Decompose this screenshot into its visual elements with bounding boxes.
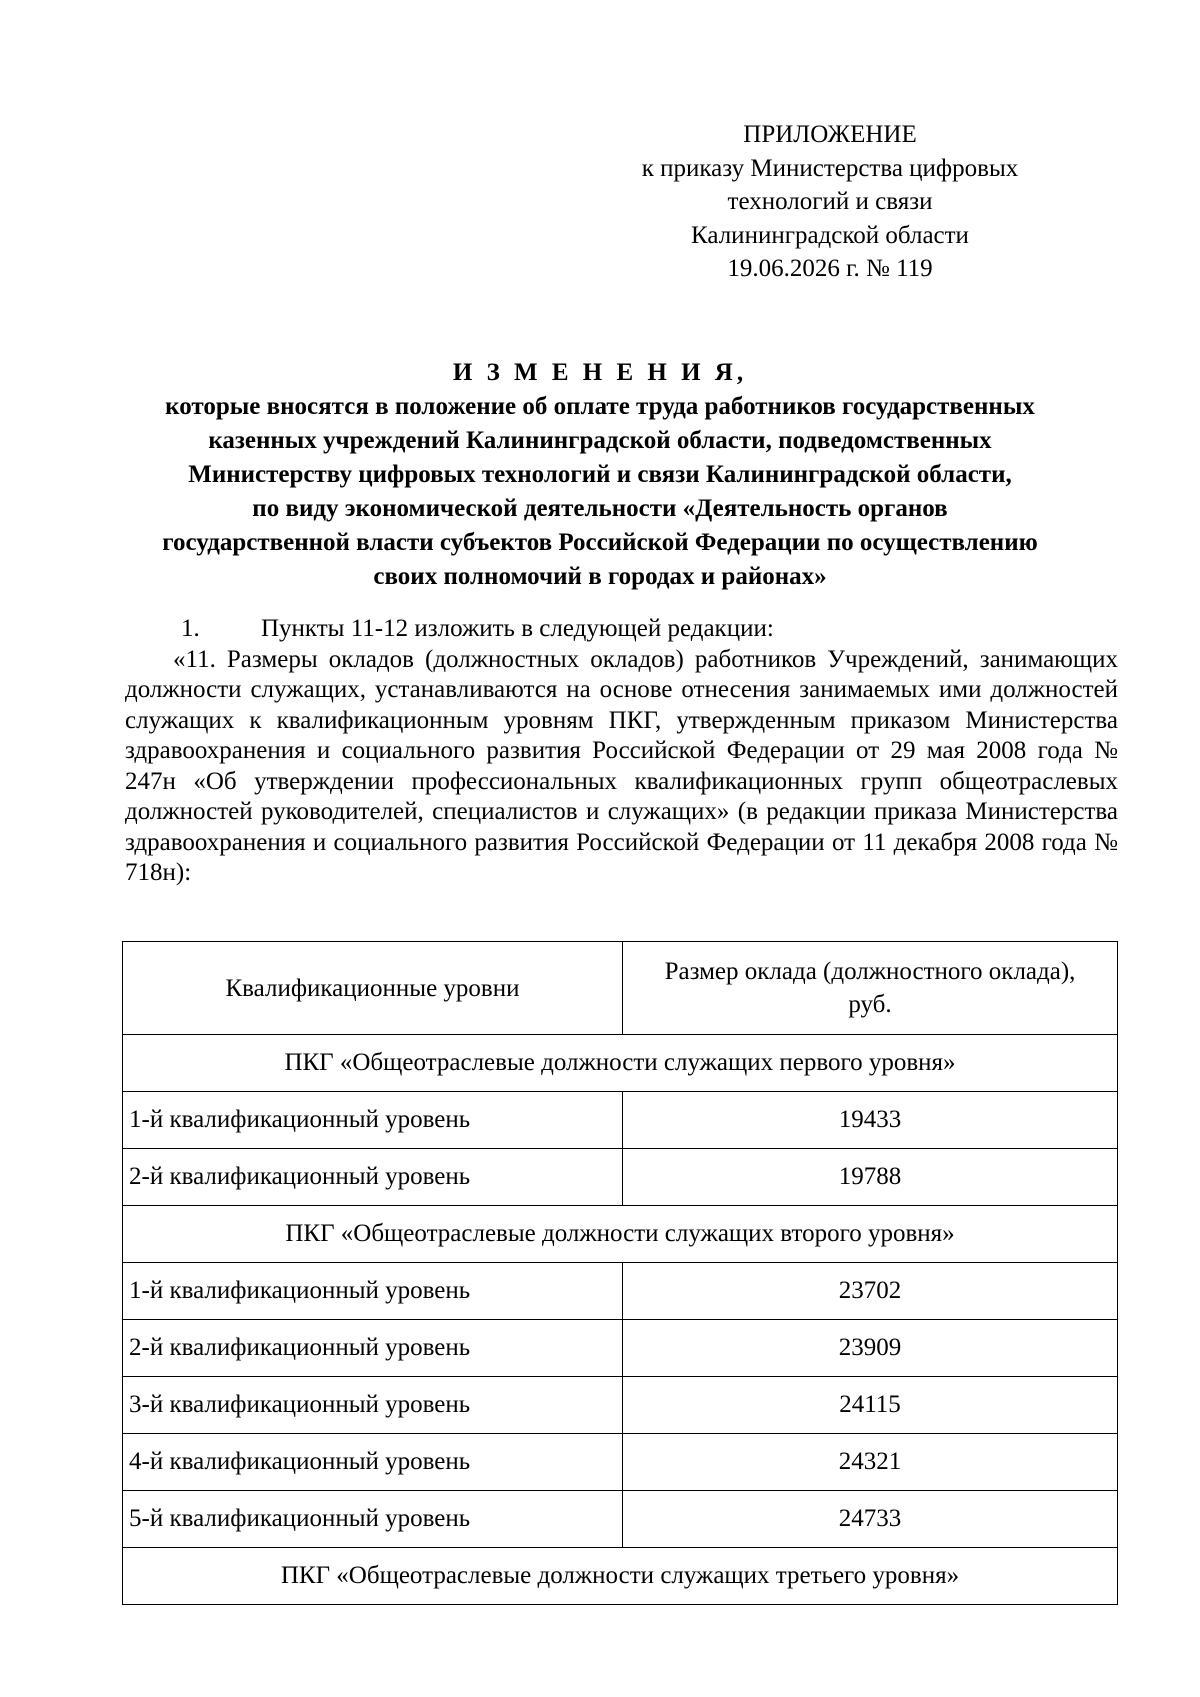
title-line: по виду экономической деятельности «Деятельность органов: [252, 495, 948, 522]
header-salary-line: Размер оклада (должностного оклада),: [664, 958, 1076, 985]
table-row: [123, 1149, 1118, 1206]
table-group-row: [123, 1206, 1118, 1263]
level-cell: 3-й квалификационный уровень: [123, 1377, 623, 1434]
body-text: [125, 614, 1118, 889]
level-cell: 1-й квалификационный уровень: [123, 1263, 623, 1320]
appendix-date-number: 19.06.2026 г. № 119: [727, 255, 933, 282]
appendix-line: технологий и связи: [727, 188, 933, 215]
title-line: Министерству цифровых технологий и связи Калининградской области,: [188, 461, 1012, 488]
table-row: [123, 1263, 1118, 1320]
table-row: [123, 1491, 1118, 1548]
appendix-block: [580, 118, 1080, 286]
amount-cell: 19433: [623, 1092, 1118, 1149]
amount-cell: 24321: [623, 1434, 1118, 1491]
appendix-line: к приказу Министерства цифровых: [641, 154, 1019, 182]
header-cell-salary: [623, 942, 1118, 1035]
header-salary-unit: руб.: [848, 991, 892, 1018]
table-row: [123, 1434, 1118, 1491]
table-group-row: [123, 1548, 1118, 1605]
item-number: 1.: [181, 615, 200, 642]
table-row: [123, 1377, 1118, 1434]
list-item: [125, 614, 1118, 645]
amount-cell: 24115: [623, 1377, 1118, 1434]
amount-cell: 23702: [623, 1263, 1118, 1320]
table-group-row: [123, 1035, 1118, 1092]
salary-table: [122, 941, 1118, 1605]
level-cell: 5-й квалификационный уровень: [123, 1491, 623, 1548]
table-row: [123, 1092, 1118, 1149]
level-cell: 2-й квалификационный уровень: [123, 1320, 623, 1377]
level-cell: 2-й квалификационный уровень: [123, 1149, 623, 1206]
header-cell-levels: Квалификационные уровни: [123, 942, 623, 1035]
title-line: которые вносятся в положение об оплате труда работников государственных: [165, 393, 1035, 420]
amount-cell: 24733: [623, 1491, 1118, 1548]
table-header-row: [123, 942, 1118, 1035]
paragraph: «11. Размеры окладов (должностных окладов) работников Учреждений, занимающих должности служащих, устанавливаются на основе отнесения занимаемых ими должностей служащих к квалификационным уровням ПКГ, утвержденным приказом Министерства здравоохранения и социального развития Российской Федерации от 29 мая 2008 года № 247н «Об утверждении профессиональных квалификационных групп общеотраслевых должностей руководителей, специалистов и служащих» (в редакции приказа Министерства здравоохранения и социального развития Российской Федерации от 11 декабря 2008 года № 718н):: [125, 645, 1118, 886]
group-title: ПКГ «Общеотраслевые должности служащих второго уровня»: [123, 1206, 1118, 1263]
level-cell: 4-й квалификационный уровень: [123, 1434, 623, 1491]
appendix-line: Калининградской области: [691, 221, 969, 249]
title-line: своих полномочий в городах и районах»: [373, 563, 827, 590]
group-title: ПКГ «Общеотраслевые должности служащих третьего уровня»: [123, 1548, 1118, 1605]
appendix-title: ПРИЛОЖЕНИЕ: [743, 121, 917, 148]
group-title: ПКГ «Общеотраслевые должности служащих первого уровня»: [123, 1035, 1118, 1092]
item-text: Пункты 11-12 изложить в следующей редакции:: [261, 615, 774, 642]
title-line: государственной власти субъектов Российской Федерации по осуществлению: [162, 529, 1038, 556]
amount-cell: 23909: [623, 1320, 1118, 1377]
level-cell: 1-й квалификационный уровень: [123, 1092, 623, 1149]
document-title: [100, 356, 1100, 594]
title-line: казенных учреждений Калининградской области, подведомственных: [208, 427, 992, 454]
table-row: [123, 1320, 1118, 1377]
title-heading: И З М Е Н Е Н И Я,: [452, 359, 748, 386]
amount-cell: 19788: [623, 1149, 1118, 1206]
